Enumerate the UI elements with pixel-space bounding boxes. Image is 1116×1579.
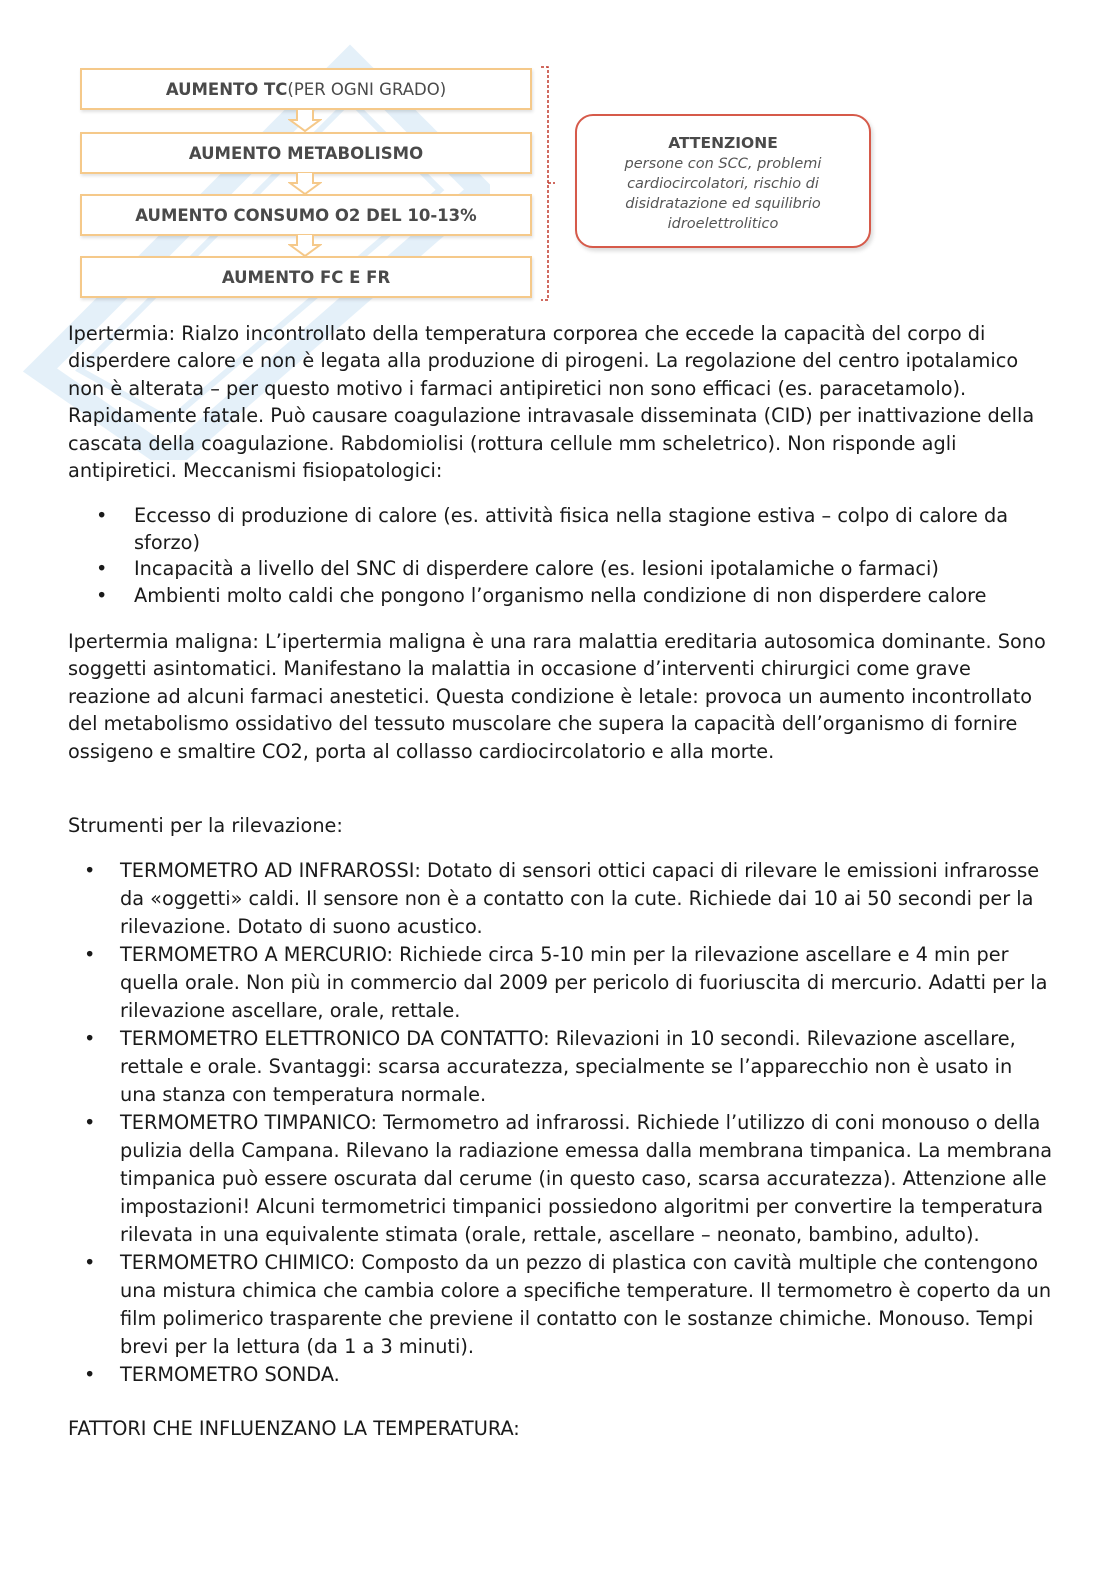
list-item: • TERMOMETRO A MERCURIO: Richiede circa 5-10 min per la rilevazione ascellare e 4 min per quella orale. Non più in commercio dal 2009 per pericolo di fuoriuscita di mercurio. Adatti per la rilevazione ascellare, orale, rettale. bbox=[68, 941, 1053, 1025]
paragraph-fattori: FATTORI CHE INFLUENZANO LA TEMPERATURA: bbox=[68, 1417, 520, 1440]
down-arrow-icon bbox=[288, 235, 322, 257]
list-item: • TERMOMETRO CHIMICO: Composto da un pezzo di plastica con cavità multiple che contengono una mistura chimica che cambia colore a specifiche temperature. Il termometro è coperto da un film polimerico trasparente che previene il contatto con le sostanze chimiche. Monouso. Tempi brevi per la lettura (da 1 a 3 minuti). bbox=[68, 1249, 1053, 1361]
down-arrow-icon bbox=[288, 173, 322, 195]
flow-step-4-bold: AUMENTO FC E FR bbox=[221, 267, 391, 287]
attention-box bbox=[575, 114, 871, 248]
flow-diagram bbox=[78, 66, 898, 306]
meccanismi-list bbox=[68, 503, 1058, 609]
flow-step-2 bbox=[80, 132, 532, 174]
list-item: • TERMOMETRO SONDA. bbox=[68, 1361, 1053, 1389]
list-item: • Incapacità a livello del SNC di disperdere calore (es. lesioni ipotalamiche o farmaci) bbox=[68, 556, 1058, 583]
paragraph-ipertermia-maligna: Ipertermia maligna: L’ipertermia maligna è una rara malattia ereditaria autosomica dominante. Sono soggetti asintomatici. Manifestano la malattia in occasione d’interventi chirurgici come grave reazione ad alcuni farmaci anestetici. Questa condizione è letale: provoca un aumento incontrollato del metabolismo ossidativo del tessuto muscolare che supera la capacità dell’organismo di fornire ossigeno e smaltire CO2, porta al collasso cardiocircolatorio e alla morte. bbox=[68, 630, 1046, 763]
flow-step-1-bold: AUMENTO TC bbox=[165, 79, 288, 99]
paragraph-ipertermia: Ipertermia: Rialzo incontrollato della temperatura corporea che eccede la capacità del corpo di disperdere calore e non è legata alla produzione di pirogeni. La regolazione del centro ipotalamico non è alterata – per questo motivo i farmaci antipiretici non sono efficaci (es. paracetamolo). Rapidamente fatale. Può causare coagulazione intravasale disseminata (CID) per inattivazione della cascata della coagulazione. Rabdomiolisi (rottura cellule mm scheletrico). Non risponde agli antipiretici. Meccanismi fisiopatologici: bbox=[68, 322, 1035, 483]
flow-step-1-light: (PER OGNI GRADO) bbox=[287, 79, 447, 99]
list-item: • Ambienti molto caldi che pongono l’organismo nella condizione di non disperdere calore bbox=[68, 583, 1058, 610]
flow-step-3-bold: AUMENTO CONSUMO O2 DEL 10-13% bbox=[135, 205, 477, 225]
attention-title: ATTENZIONE bbox=[668, 134, 778, 152]
flow-step-1 bbox=[80, 68, 532, 110]
list-item: • Eccesso di produzione di calore (es. attività fisica nella stagione estiva – colpo di calore da sforzo) bbox=[68, 503, 1058, 556]
paragraph-strumenti: Strumenti per la rilevazione: bbox=[68, 814, 343, 837]
list-item: • TERMOMETRO ELETTRONICO DA CONTATTO: Rilevazioni in 10 secondi. Rilevazione ascellare, rettale e orale. Svantaggi: scarsa accuratezza, specialmente se l’apparecchio non è usato in una stanza con temperatura normale. bbox=[68, 1025, 1053, 1109]
list-item: • TERMOMETRO TIMPANICO: Termometro ad infrarossi. Richiede l’utilizzo di coni monouso o della pulizia della Campana. Rilevano la radiazione emessa dalla membrana timpanica. La membrana timpanica può essere oscurata dal cerume (in questo caso, scarsa accuratezza). Attenzione alle impostazioni! Alcuni termometrici timpanici possiedono algoritmi per convertire la temperatura rilevata in una equivalente stimata (orale, rettale, ascellare – neonato, bambino, adulto). bbox=[68, 1109, 1053, 1249]
flow-step-2-bold: AUMENTO METABOLISMO bbox=[188, 143, 424, 163]
attention-body: persone con SCC, problemi cardiocircolatori, rischio di disidratazione ed squilibrio idroelettrolitico bbox=[624, 156, 822, 232]
list-item: • TERMOMETRO AD INFRAROSSI: Dotato di sensori ottici capaci di rilevare le emissioni infrarosse da «oggetti» caldi. Il sensore non è a contatto con la cute. Richiede dai 10 ai 50 secondi per la rilevazione. Dotato di suono acustico. bbox=[68, 857, 1053, 941]
flow-step-3 bbox=[80, 194, 532, 236]
bracket-icon bbox=[539, 66, 555, 302]
strumenti-list bbox=[68, 857, 1053, 1389]
down-arrow-icon bbox=[288, 110, 322, 132]
flow-step-4 bbox=[80, 256, 532, 298]
